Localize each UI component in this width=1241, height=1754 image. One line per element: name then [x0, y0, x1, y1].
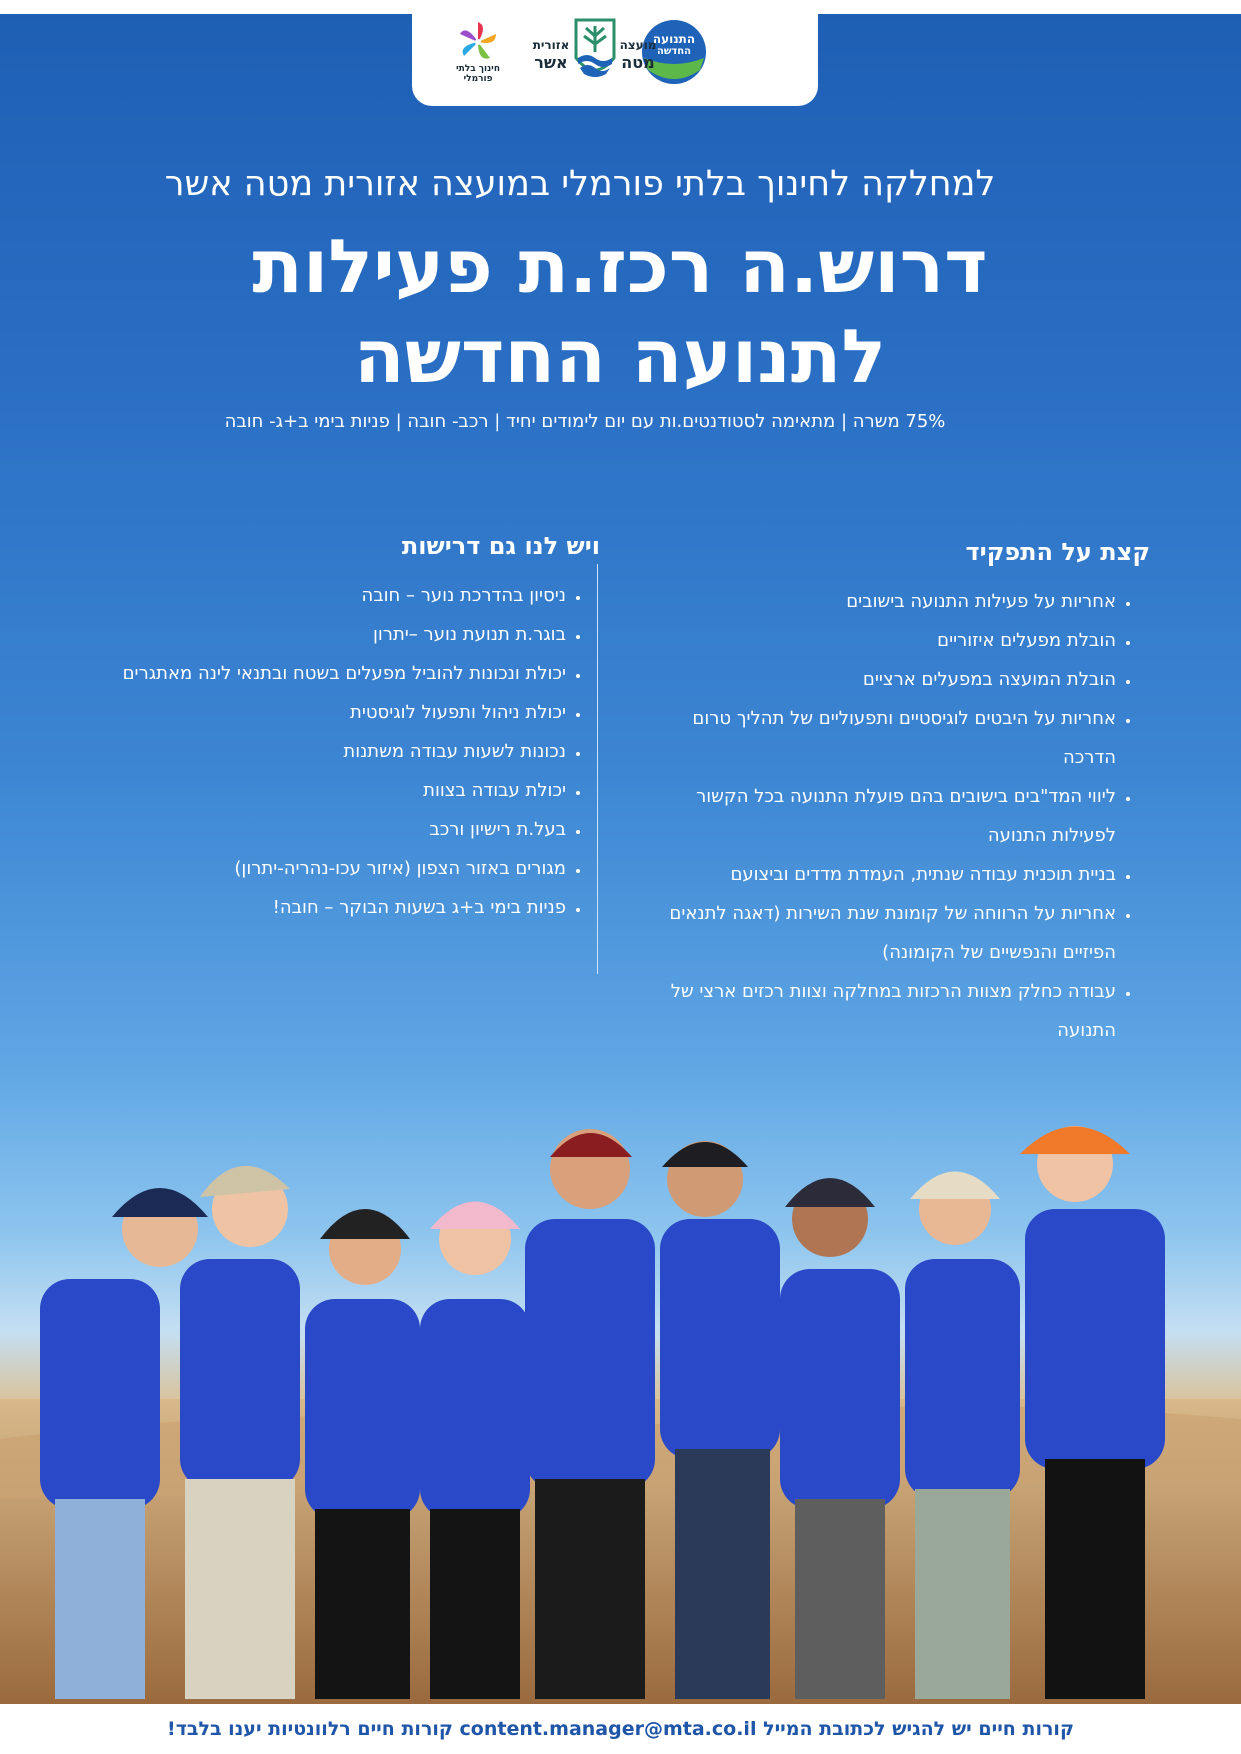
- mate-asher-emblem-icon: [572, 18, 618, 84]
- role-item: • הובלת המועצה במפעלים ארציים: [650, 660, 1116, 699]
- person: [905, 1172, 1020, 1700]
- requirements-heading: ויש לנו גם דרישות: [401, 532, 600, 560]
- role-item: • עבודה כחלק מצוות הרכזות במחלקה וצוות רכזים ארצי של התנועה: [650, 972, 1116, 1050]
- informal-education-logo: [448, 20, 508, 90]
- council-word-2: אזורית: [532, 38, 570, 52]
- department-subtitle: למחלקה לחינוך בלתי פורמלי במועצה אזורית מטה אשר: [164, 164, 996, 204]
- person: [180, 1166, 300, 1699]
- logo-bar: [412, 14, 818, 106]
- role-list: [650, 582, 1150, 1050]
- role-item: • אחריות על היבטים לוגיסטיים ותפעוליים של תהליך טרום הדרכה: [650, 699, 1116, 777]
- role-item: • הובלת מפעלים איזוריים: [650, 621, 1116, 660]
- job-title-line2: לתנועה החדשה: [353, 314, 887, 400]
- council-word-1: מועצה: [619, 38, 657, 52]
- person: [660, 1141, 780, 1699]
- person: [305, 1209, 420, 1699]
- pinwheel-icon: [456, 20, 500, 64]
- role-heading: קצת על התפקיד: [965, 538, 1150, 566]
- job-title: [60, 222, 1180, 402]
- hatnua-logo-line2: החדשה: [656, 46, 692, 57]
- hatnua-logo-line1: התנועה: [652, 32, 696, 46]
- person: [780, 1178, 900, 1699]
- requirements-list: [90, 576, 600, 927]
- requirement-item: • יכולת עבודה בצוות: [90, 771, 566, 810]
- informal-logo-line2: פורמלי: [463, 74, 493, 84]
- role-item: • בניית תוכנית עבודה שנתית, העמדת מדדים וביצועם: [650, 855, 1116, 894]
- submission-footer: קורות חיים יש להגיש לכתובת המייל content.manager@mta.co.il קורות חיים רלוונטיות יענו בלבד!: [167, 1718, 1074, 1740]
- group-photo: [0, 1099, 1241, 1704]
- person: [525, 1129, 655, 1699]
- role-item: • אחריות על הרווחה של קומונת שנת השירות (דאגה לתנאים הפיזיים והנפשיים של הקומונה): [650, 894, 1116, 972]
- role-item: • ליווי המד"בים בישובים בהם פועלת התנועה בכל הקשור לפעילות התנועה: [650, 777, 1116, 855]
- poster: [0, 14, 1241, 1704]
- people-group: [40, 1126, 1165, 1699]
- council-name-1: מטה: [621, 53, 655, 72]
- requirement-item: • נכונות לשעות עבודה משתנות: [90, 732, 566, 771]
- informal-logo-line1: חינוך בלתי: [455, 64, 501, 74]
- person: [420, 1202, 530, 1700]
- requirement-item: • פניות בימי ב+ג בשעות הבוקר – חובה!: [90, 888, 566, 927]
- requirement-item: • יכולת ניהול ותפעול לוגיסטית: [90, 693, 566, 732]
- requirement-item: • בוגר.ת תנועת נוער –יתרון: [90, 615, 566, 654]
- requirement-item: • יכולת ונכונות להוביל מפעלים בשטח ובתנאי לינה מאתגרים: [90, 654, 566, 693]
- requirements-section: [90, 530, 600, 927]
- council-name-2: אשר: [534, 53, 568, 72]
- job-title-line1: דרוש.ה רכז.ת פעילות: [252, 224, 988, 310]
- role-item: • אחריות על פעילות התנועה בישובים: [650, 582, 1116, 621]
- requirement-item: • ניסיון בהדרכת נוער – חובה: [90, 576, 566, 615]
- job-tagline: 75% משרה | מתאימה לסטודנטים.ות עם יום לימודים יחיד | רכב- חובה | פניות בימי ב+ג- חובה: [224, 411, 946, 432]
- requirement-item: • מגורים באזור הצפון (איזור עכו-נהריה-יתרון): [90, 849, 566, 888]
- requirement-item: • בעל.ת רישיון ורכב: [90, 810, 566, 849]
- role-section: [650, 536, 1150, 1050]
- mate-asher-logo: [530, 16, 657, 96]
